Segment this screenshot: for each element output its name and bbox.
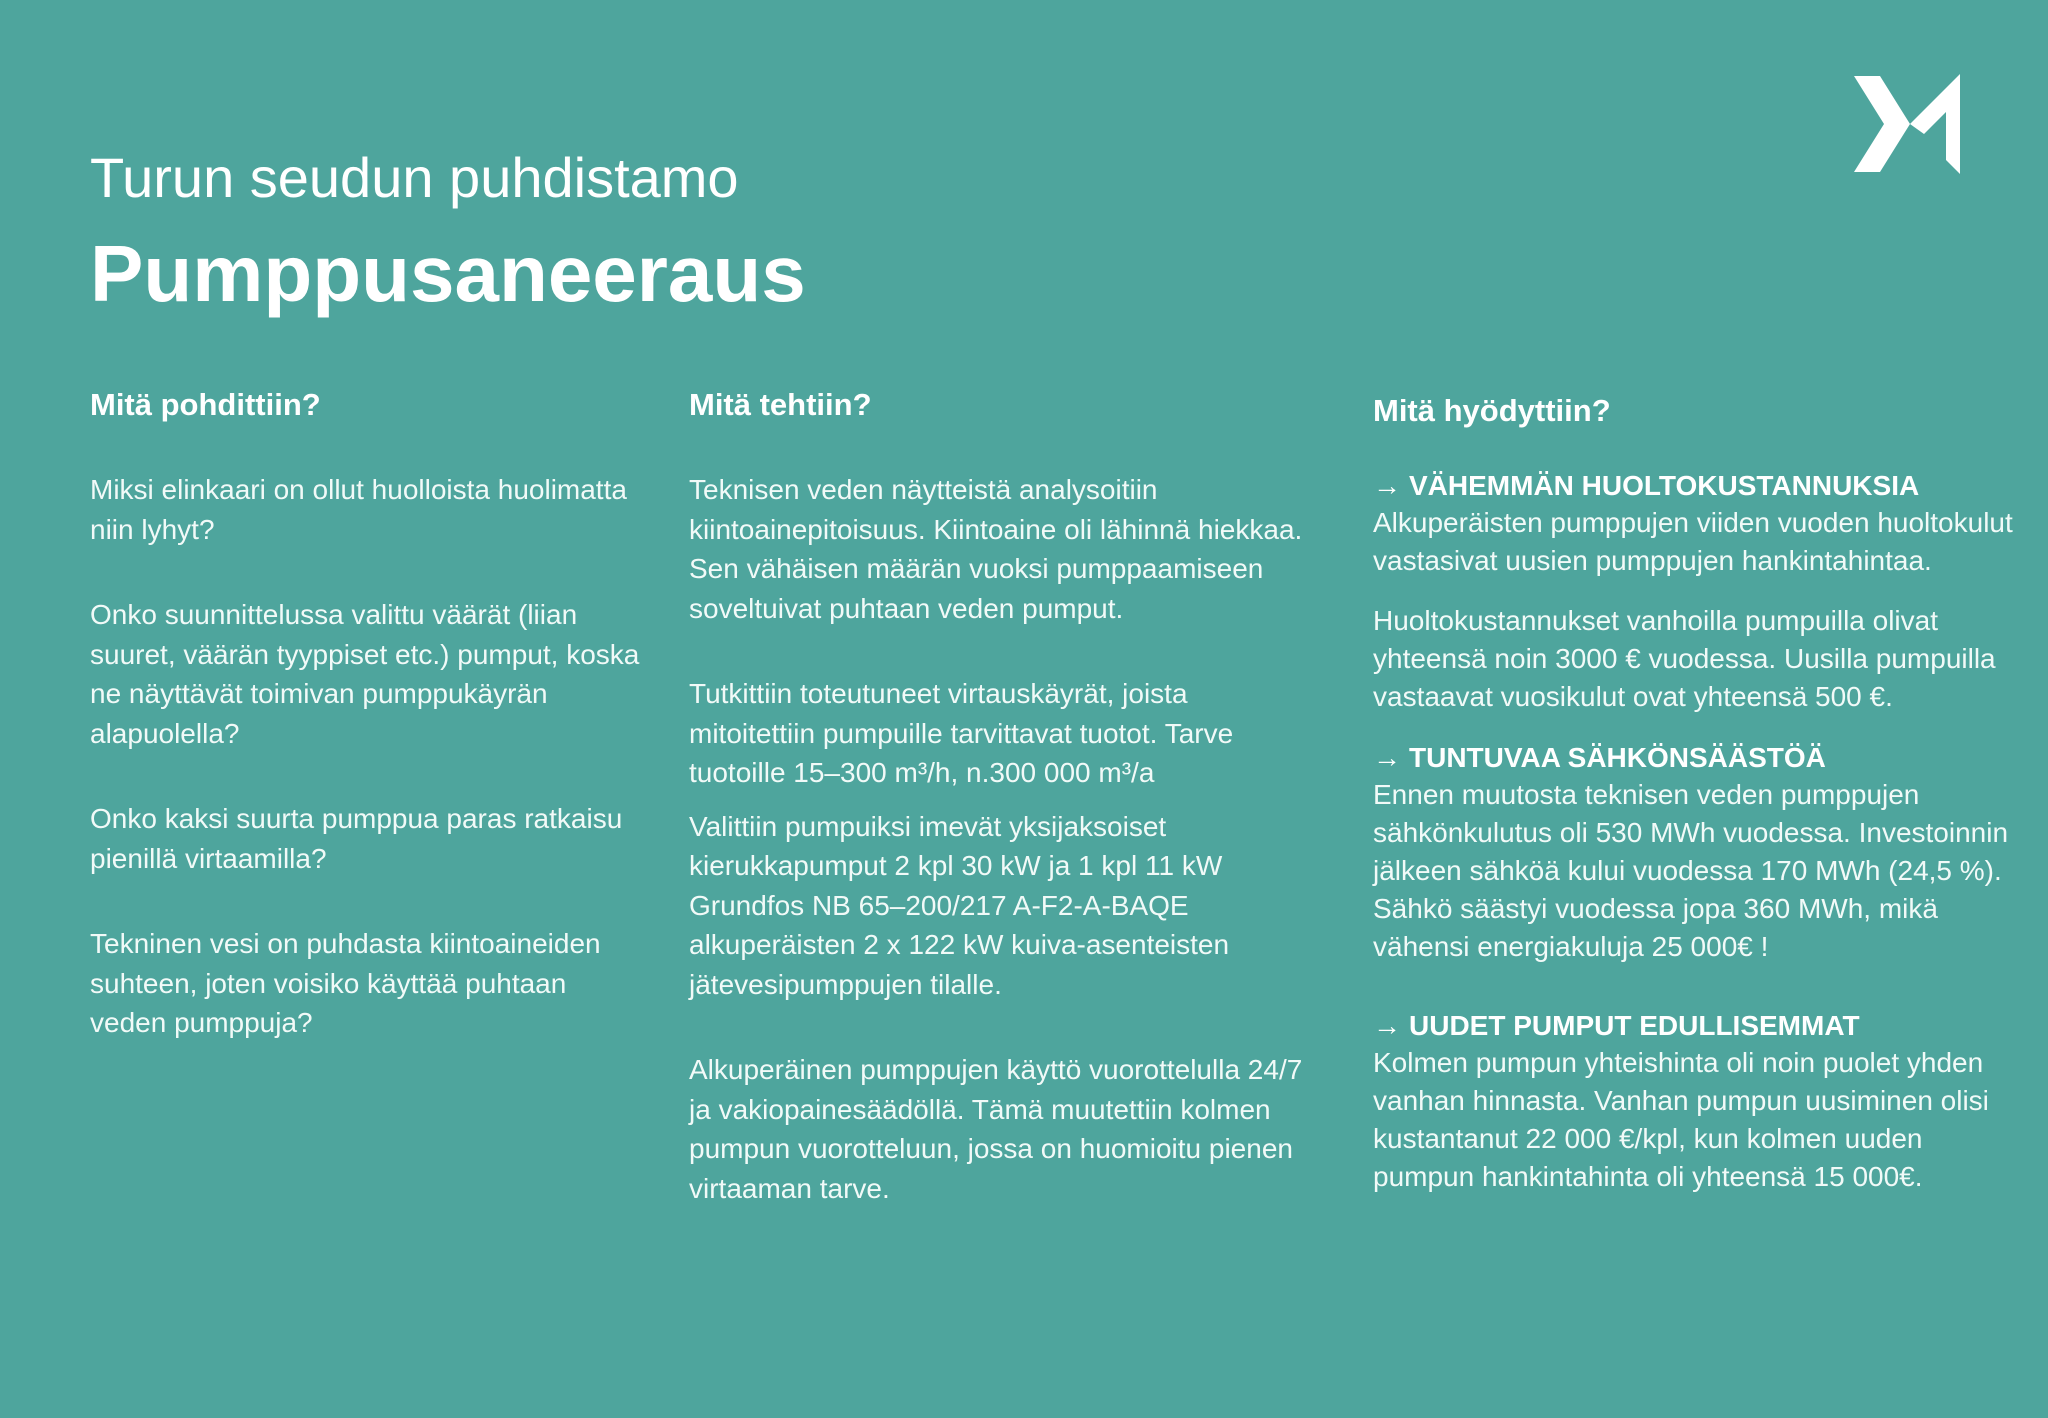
benefit-paragraph: Huoltokustannukset vanhoilla pumpuilla olivat yhteensä noin 3000 € vuodessa. Uusilla pumpuilla vastaavat vuosikulut ovat yhteensä 500 €.	[1373, 605, 1996, 712]
column-heading-considered: Mitä pohdittiin?	[90, 387, 321, 422]
benefit-title-text: VÄHEMMÄN HUOLTOKUSTANNUKSIA	[1409, 470, 1920, 501]
benefit-title-text: TUNTUVAA SÄHKÖNSÄÄSTÖÄ	[1409, 742, 1826, 773]
benefit-paragraph: Kolmen pumpun yhteishinta oli noin puolet yhden vanhan hinnasta. Vanhan pumpun uusiminen olisi kustantanut 22 000 €/kpl, kun kolmen uuden pumpun hankintahinta oli yhteensä 15 000€.	[1373, 1047, 1989, 1192]
column-done	[689, 384, 1309, 1208]
benefit-paragraph: Ennen muutosta teknisen veden pumppujen sähkönkulutus oli 530 MWh vuodessa. Investoinnin jälkeen sähköä kului vuodessa 170 MWh (24,5 %). Sähkö säästyi vuodessa jopa 360 MWh, mikä vähensi energiakuluja 25 000€ !	[1373, 779, 2009, 962]
benefit-title	[1373, 468, 2013, 504]
arrow-right-icon: →	[1373, 470, 1401, 501]
considered-paragraph: Onko kaksi suurta pumppua paras ratkaisu pienillä virtaamilla?	[90, 803, 623, 874]
done-paragraph: Tutkittiin toteutuneet virtauskäyrät, joista mitoitettiin pumpuille tarvittavat tuotot. Tarve tuotoille 15–300 m³/h, n.300 000 m³/a	[689, 678, 1234, 788]
benefit-title	[1373, 740, 2013, 776]
considered-paragraph: Tekninen vesi on puhdasta kiintoaineiden suhteen, joten voisiko käyttää puhtaan veden pumppuja?	[90, 928, 601, 1038]
column-benefits	[1373, 390, 2013, 1220]
benefit-title	[1373, 1008, 2013, 1044]
benefit-paragraph: Alkuperäisten pumppujen viiden vuoden huoltokulut vastasivat uusien pumppujen hankintahintaa.	[1373, 507, 2013, 576]
considered-paragraph: Miksi elinkaari on ollut huolloista huolimatta niin lyhyt?	[90, 474, 627, 545]
column-heading-benefits: Mitä hyödyttiin?	[1373, 393, 1611, 428]
done-paragraph: Valittiin pumpuiksi imevät yksijaksoiset kierukkapumput 2 kpl 30 kW ja 1 kpl 11 kW Grundfos NB 65–200/217 A-F2-A-BAQE alkuperäisten 2 x 122 kW kuiva-asenteisten jätevesipumppujen tilalle.	[689, 810, 1230, 1000]
arrow-right-icon: →	[1373, 1010, 1401, 1041]
benefit-electricity	[1373, 740, 2013, 966]
benefit-maintenance	[1373, 468, 2013, 716]
done-paragraph: Teknisen veden näytteistä analysoitiin kiintoainepitoisuus. Kiintoaine oli lähinnä hiekkaa. Sen vähäisen määrän vuoksi pumppaamiseen soveltuivat puhtaan veden pumput.	[689, 474, 1303, 624]
page-title: Pumppusaneeraus	[90, 229, 806, 318]
brand-logo-icon	[1850, 72, 1964, 176]
considered-paragraph: Onko suunnittelussa valittu väärät (liian suuret, väärän tyyppiset etc.) pumput, koska ne näyttävät toimivan pumppukäyrän alapuolella?	[90, 599, 640, 749]
benefit-title-text: UUDET PUMPUT EDULLISEMMAT	[1409, 1010, 1860, 1041]
benefit-cheaper-pumps	[1373, 1008, 2013, 1196]
column-heading-done: Mitä tehtiin?	[689, 387, 872, 422]
done-paragraph: Alkuperäinen pumppujen käyttö vuorottelulla 24/7 ja vakiopainesäädöllä. Tämä muutettiin kolmen pumpun vuorotteluun, jossa on huomioitu pienen virtaaman tarve.	[689, 1054, 1303, 1204]
column-considered	[90, 384, 650, 1043]
arrow-right-icon: →	[1373, 742, 1401, 773]
page-subtitle: Turun seudun puhdistamo	[90, 146, 739, 209]
